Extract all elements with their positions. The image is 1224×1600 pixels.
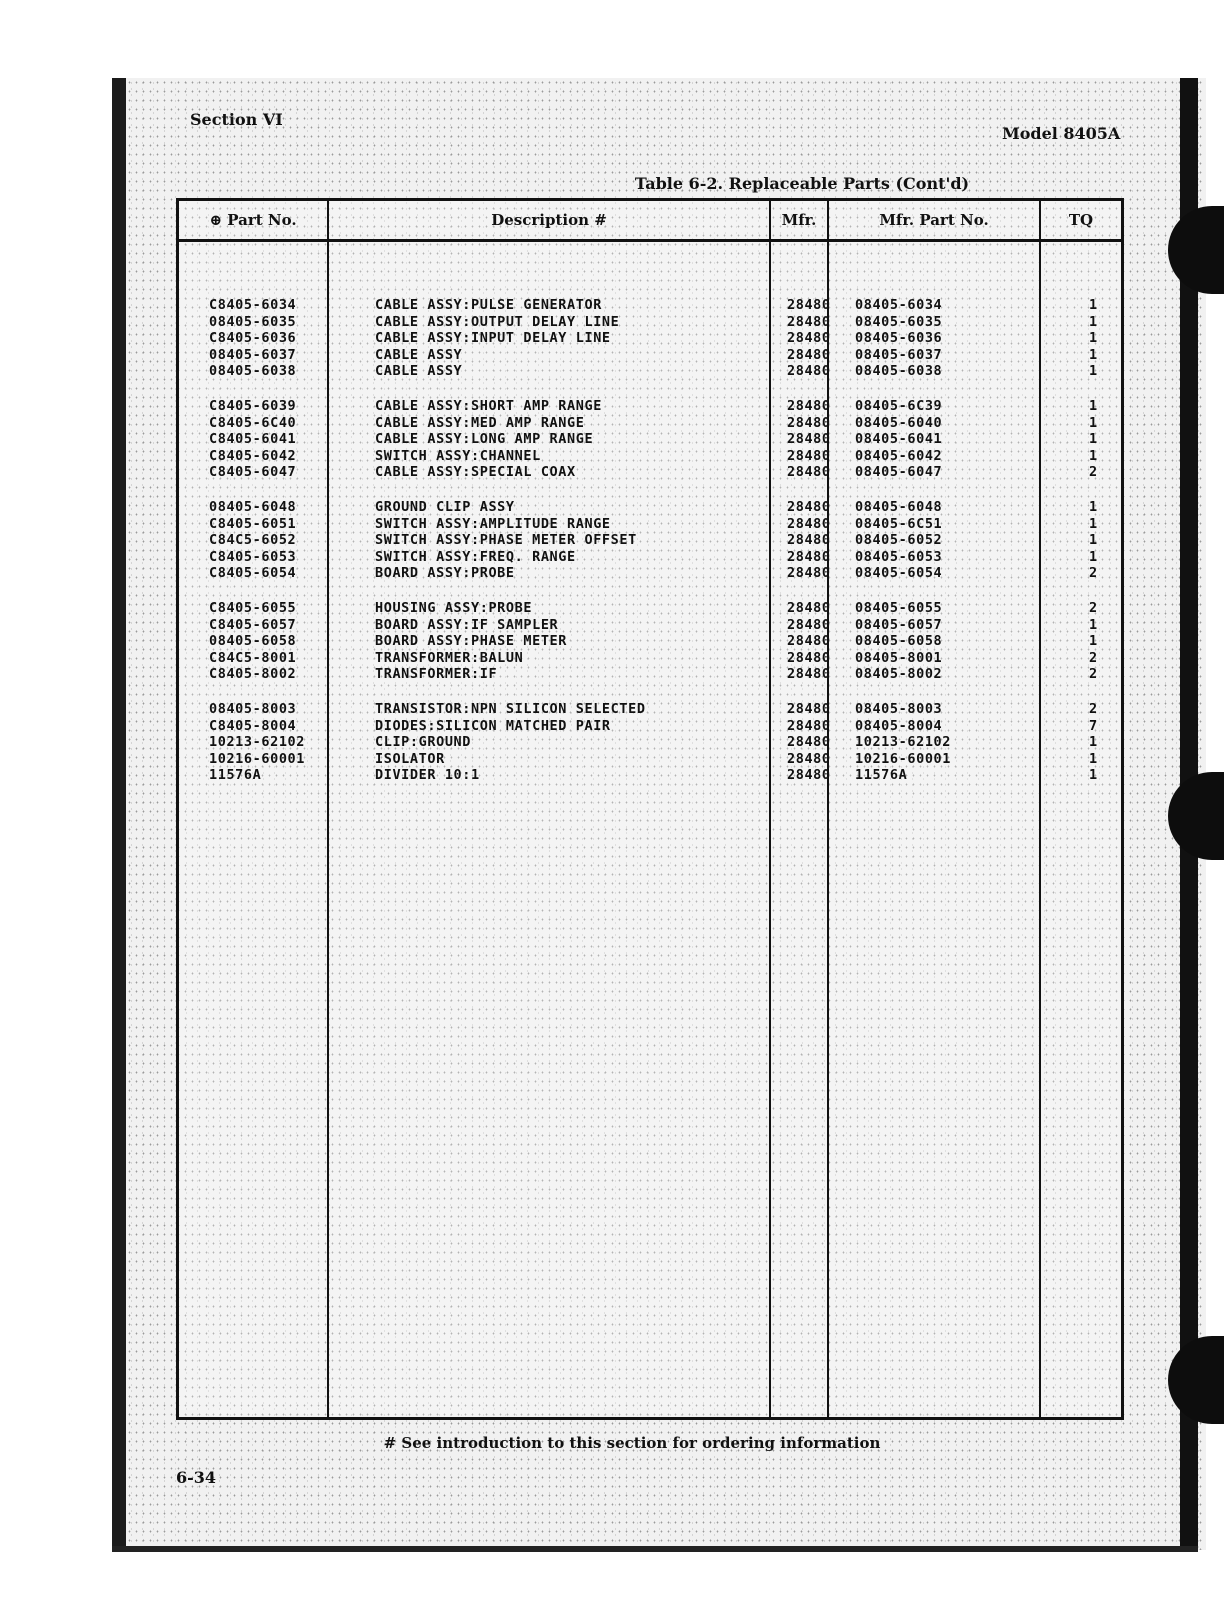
part-no-cell: 08405-8003 <box>209 701 297 717</box>
part-no-cell: C8405-6057 <box>209 616 297 633</box>
table-row <box>179 549 1119 566</box>
table-row <box>179 650 1119 667</box>
table-row <box>179 565 1119 582</box>
table-row <box>179 633 1119 650</box>
table-row <box>179 718 1119 735</box>
col-header-mfr: Mfr. <box>781 211 817 229</box>
table-row <box>179 398 1119 415</box>
mfr-part-no-cell: 08405-6055 <box>855 600 943 616</box>
mfr-cell: 28480 <box>787 515 831 532</box>
part-no-cell: C8405-6039 <box>209 398 297 414</box>
tq-cell: 1 <box>1089 313 1098 330</box>
mfr-cell: 28480 <box>787 701 831 717</box>
description-cell: TRANSFORMER:IF <box>375 666 498 683</box>
tq-cell: 1 <box>1089 447 1098 464</box>
table-row <box>179 347 1119 364</box>
mfr-part-no-cell: 08405-6035 <box>855 313 943 330</box>
mfr-part-no-cell: 08405-6C51 <box>855 515 943 532</box>
table-row <box>179 666 1119 683</box>
tq-cell: 1 <box>1089 532 1098 549</box>
mfr-part-no-cell: 08405-6052 <box>855 532 943 549</box>
mfr-part-no-cell: 08405-6036 <box>855 330 943 347</box>
mfr-part-no-cell: 08405-8004 <box>855 717 943 734</box>
part-no-cell: C84C5-8001 <box>209 649 297 666</box>
mfr-cell: 28480 <box>787 633 831 650</box>
model-label: Model 8405A <box>1002 124 1121 143</box>
mfr-part-no-cell: 08405-6047 <box>855 464 943 481</box>
mfr-cell: 28480 <box>787 447 831 464</box>
description-cell: CABLE ASSY:OUTPUT DELAY LINE <box>375 313 620 330</box>
description-cell: TRANSISTOR:NPN SILICON SELECTED <box>375 701 646 717</box>
footnote: # See introduction to this section for ordering information <box>383 1434 881 1452</box>
tq-cell: 1 <box>1089 548 1098 565</box>
column-divider <box>827 201 829 1417</box>
section-label: Section VI <box>190 110 283 129</box>
mfr-cell: 28480 <box>787 717 831 734</box>
mfr-cell: 28480 <box>787 616 831 633</box>
mfr-cell: 28480 <box>787 431 831 448</box>
col-header-mfr-part-no: Mfr. Part No. <box>879 211 989 229</box>
tq-cell: 2 <box>1089 701 1098 717</box>
mfr-part-no-cell: 08405-6040 <box>855 414 943 431</box>
table-title: Table 6-2. Replaceable Parts (Cont'd) <box>634 174 970 193</box>
mfr-cell: 28480 <box>787 600 831 616</box>
description-cell: SWITCH ASSY:AMPLITUDE RANGE <box>375 515 611 532</box>
col-header-tq: TQ <box>1068 211 1094 229</box>
mfr-part-no-cell: 08405-6042 <box>855 447 943 464</box>
table-row <box>179 701 1119 718</box>
col-header-part-no: ⊕ Part No. <box>209 211 297 229</box>
mfr-part-no-cell: 08405-6057 <box>855 616 943 633</box>
mfr-cell: 28480 <box>787 734 831 751</box>
tq-cell: 2 <box>1089 666 1098 683</box>
mfr-cell: 28480 <box>787 767 831 784</box>
mfr-cell: 28480 <box>787 398 831 414</box>
mfr-part-no-cell: 08405-6041 <box>855 431 943 448</box>
mfr-cell: 28480 <box>787 414 831 431</box>
table-row <box>179 516 1119 533</box>
column-divider <box>769 201 771 1417</box>
footnote-wrap <box>0 1434 1224 1452</box>
part-no-cell: 10213-62102 <box>209 734 306 751</box>
mfr-cell: 28480 <box>787 330 831 347</box>
mfr-part-no-cell: 08405-8001 <box>855 649 943 666</box>
table-row <box>179 734 1119 751</box>
mfr-part-no-cell: 08405-6054 <box>855 565 943 582</box>
table-row <box>179 617 1119 634</box>
description-cell: CABLE ASSY:LONG AMP RANGE <box>375 431 594 448</box>
description-cell: TRANSFORMER:BALUN <box>375 649 524 666</box>
scan-left-edge <box>112 78 126 1550</box>
description-cell: CABLE ASSY:MED AMP RANGE <box>375 414 585 431</box>
table-row <box>179 363 1119 380</box>
description-cell: CLIP:GROUND <box>375 734 472 751</box>
table-row <box>179 431 1119 448</box>
table-row <box>179 600 1119 617</box>
page-number: 6-34 <box>176 1468 217 1487</box>
mfr-cell: 28480 <box>787 649 831 666</box>
description-cell: CABLE ASSY:SHORT AMP RANGE <box>375 398 602 414</box>
tq-cell: 1 <box>1089 750 1098 767</box>
mfr-part-no-cell: 08405-6C39 <box>855 398 943 414</box>
mfr-cell: 28480 <box>787 363 831 380</box>
part-no-cell: 08405-6038 <box>209 363 297 380</box>
mfr-part-no-cell: 08405-6048 <box>855 499 943 515</box>
part-no-cell: C8405-6055 <box>209 600 297 616</box>
table-row <box>179 499 1119 516</box>
table-title-wrap <box>0 174 1224 193</box>
table-row <box>179 448 1119 465</box>
description-cell: BOARD ASSY:PHASE METER <box>375 633 568 650</box>
mfr-part-no-cell: 10216-60001 <box>855 750 952 767</box>
table-row <box>179 751 1119 768</box>
part-no-cell: C8405-6C40 <box>209 414 297 431</box>
description-cell: CABLE ASSY:INPUT DELAY LINE <box>375 330 611 347</box>
mfr-part-no-cell: 08405-6034 <box>855 297 943 313</box>
description-cell: ISOLATOR <box>375 750 445 767</box>
part-no-cell: 08405-6058 <box>209 633 297 650</box>
tq-cell: 2 <box>1089 565 1098 582</box>
mfr-part-no-cell: 11576A <box>855 767 908 784</box>
mfr-part-no-cell: 08405-8003 <box>855 701 943 717</box>
tq-cell: 1 <box>1089 515 1098 532</box>
part-no-cell: C8405-6047 <box>209 464 297 481</box>
tq-cell: 1 <box>1089 633 1098 650</box>
mfr-cell: 28480 <box>787 297 831 313</box>
column-divider <box>1039 201 1041 1417</box>
tq-cell: 2 <box>1089 600 1098 616</box>
part-no-cell: 10216-60001 <box>209 750 306 767</box>
table-row <box>179 415 1119 432</box>
mfr-cell: 28480 <box>787 750 831 767</box>
description-cell: SWITCH ASSY:PHASE METER OFFSET <box>375 532 637 549</box>
mfr-part-no-cell: 08405-6058 <box>855 633 943 650</box>
tq-cell: 1 <box>1089 734 1098 751</box>
mfr-cell: 28480 <box>787 565 831 582</box>
part-no-cell: C8405-6034 <box>209 297 297 313</box>
table-row <box>179 314 1119 331</box>
part-no-cell: C8405-6036 <box>209 330 297 347</box>
description-cell: DIVIDER 10:1 <box>375 767 480 784</box>
header-rule <box>179 239 1121 242</box>
mfr-cell: 28480 <box>787 548 831 565</box>
tq-cell: 1 <box>1089 499 1098 515</box>
tq-cell: 1 <box>1089 616 1098 633</box>
mfr-cell: 28480 <box>787 499 831 515</box>
mfr-part-no-cell: 08405-6053 <box>855 548 943 565</box>
tq-cell: 1 <box>1089 398 1098 414</box>
tq-cell: 1 <box>1089 297 1098 313</box>
part-no-cell: C8405-6042 <box>209 447 297 464</box>
mfr-cell: 28480 <box>787 346 831 363</box>
part-no-cell: C8405-6051 <box>209 515 297 532</box>
mfr-part-no-cell: 10213-62102 <box>855 734 952 751</box>
description-cell: DIODES:SILICON MATCHED PAIR <box>375 717 611 734</box>
parts-table <box>176 198 1124 1420</box>
tq-cell: 1 <box>1089 431 1098 448</box>
description-cell: CABLE ASSY <box>375 346 463 363</box>
part-no-cell: C8405-6054 <box>209 565 297 582</box>
mfr-cell: 28480 <box>787 666 831 683</box>
part-no-cell: 08405-6048 <box>209 499 297 515</box>
description-cell: CABLE ASSY <box>375 363 463 380</box>
part-no-cell: C84C5-6052 <box>209 532 297 549</box>
scan-bottom-edge <box>112 1546 1198 1552</box>
description-cell: BOARD ASSY:IF SAMPLER <box>375 616 559 633</box>
description-cell: HOUSING ASSY:PROBE <box>375 600 533 616</box>
tq-cell: 7 <box>1089 717 1098 734</box>
table-row <box>179 297 1119 314</box>
description-cell: GROUND CLIP ASSY <box>375 499 515 515</box>
tq-cell: 2 <box>1089 649 1098 666</box>
table-row <box>179 330 1119 347</box>
tq-cell: 2 <box>1089 464 1098 481</box>
mfr-cell: 28480 <box>787 464 831 481</box>
tq-cell: 1 <box>1089 414 1098 431</box>
tq-cell: 1 <box>1089 330 1098 347</box>
description-cell: SWITCH ASSY:FREQ. RANGE <box>375 548 576 565</box>
tq-cell: 1 <box>1089 346 1098 363</box>
mfr-cell: 28480 <box>787 532 831 549</box>
part-no-cell: C8405-8004 <box>209 717 297 734</box>
tq-cell: 1 <box>1089 767 1098 784</box>
part-no-cell: C8405-6041 <box>209 431 297 448</box>
description-cell: BOARD ASSY:PROBE <box>375 565 515 582</box>
table-row <box>179 767 1119 784</box>
part-no-cell: 08405-6035 <box>209 313 297 330</box>
part-no-cell: 11576A <box>209 767 262 784</box>
col-header-description: Description # <box>491 211 607 229</box>
part-no-cell: 08405-6037 <box>209 346 297 363</box>
part-no-cell: C8405-6053 <box>209 548 297 565</box>
description-cell: CABLE ASSY:PULSE GENERATOR <box>375 297 602 313</box>
table-row <box>179 532 1119 549</box>
mfr-part-no-cell: 08405-6037 <box>855 346 943 363</box>
description-cell: CABLE ASSY:SPECIAL COAX <box>375 464 576 481</box>
column-divider <box>327 201 329 1417</box>
description-cell: SWITCH ASSY:CHANNEL <box>375 447 541 464</box>
tq-cell: 1 <box>1089 363 1098 380</box>
part-no-cell: C8405-8002 <box>209 666 297 683</box>
table-row <box>179 464 1119 481</box>
mfr-part-no-cell: 08405-6038 <box>855 363 943 380</box>
mfr-part-no-cell: 08405-8002 <box>855 666 943 683</box>
mfr-cell: 28480 <box>787 313 831 330</box>
